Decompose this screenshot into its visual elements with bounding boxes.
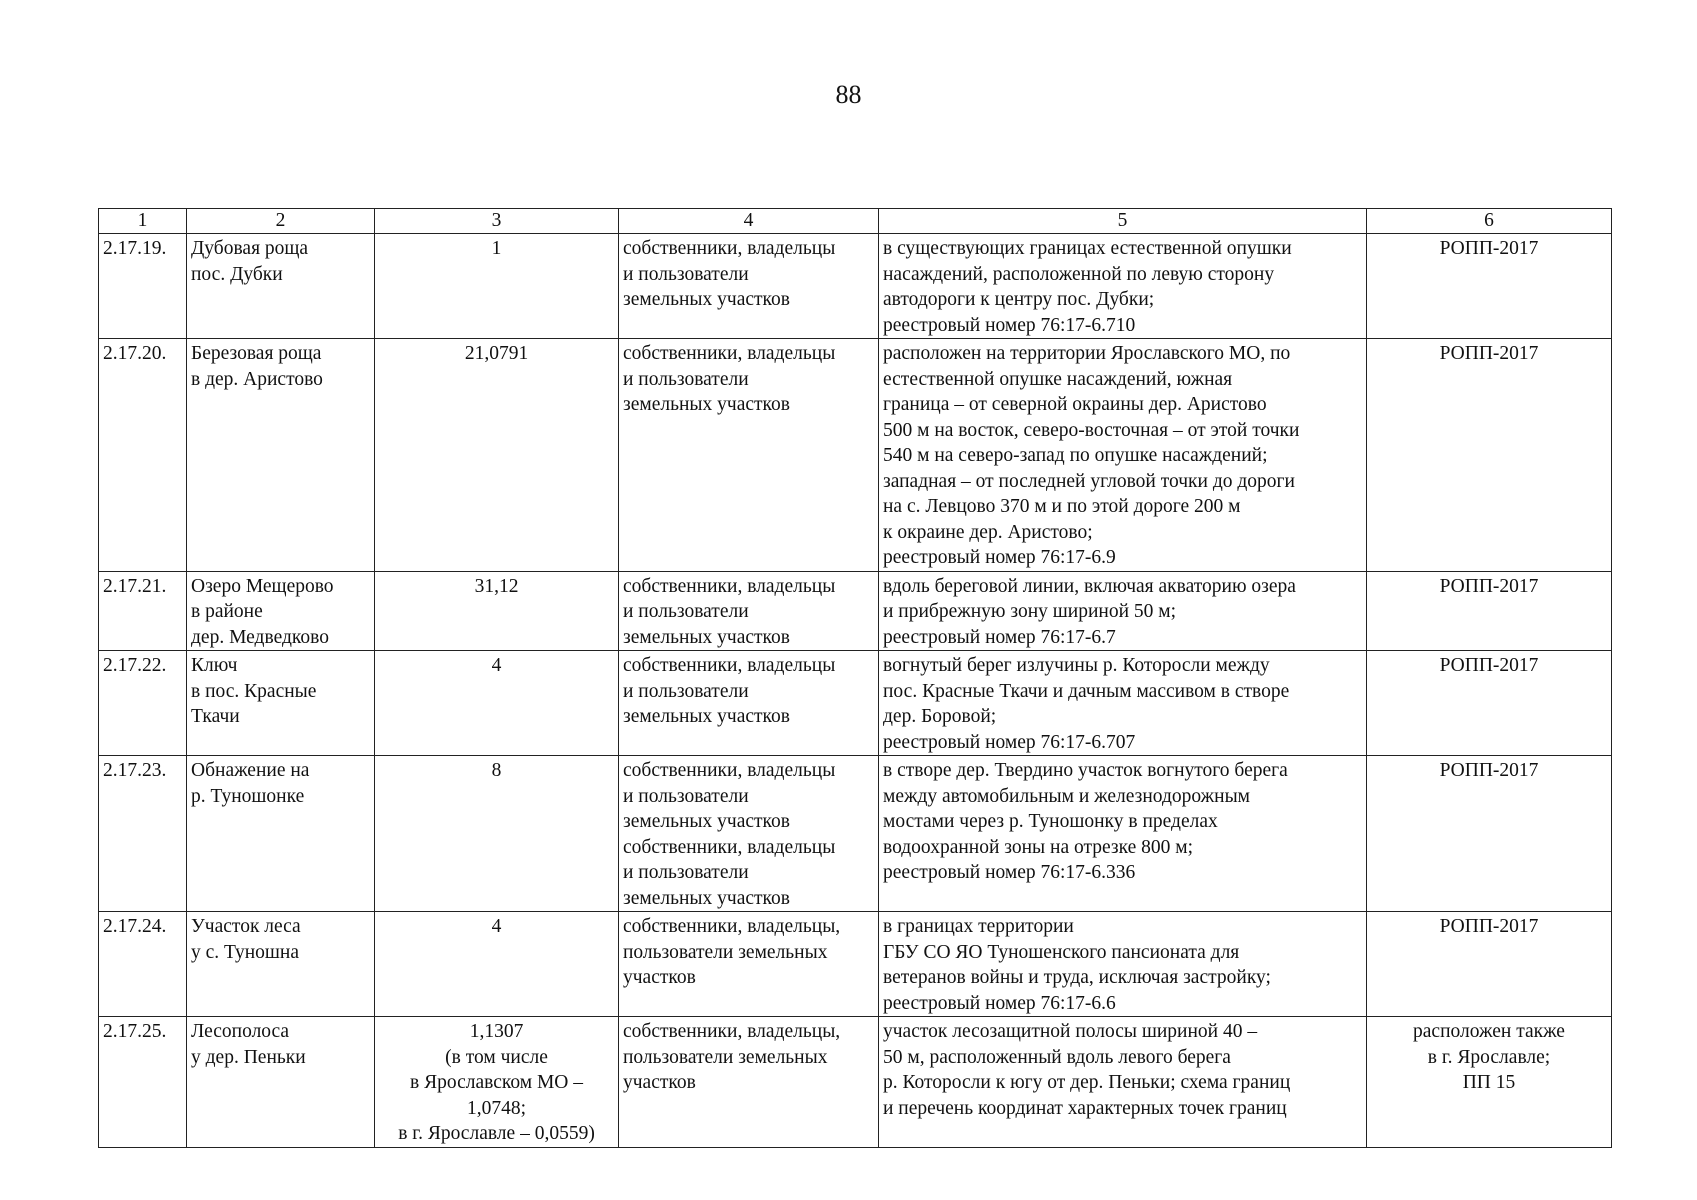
column-header-6: 6: [1367, 209, 1612, 234]
row-number: 2.17.21.: [99, 571, 187, 651]
table-row: [99, 756, 1612, 912]
object-note: РОПП-2017: [1367, 912, 1612, 1017]
object-description: в створе дер. Твердино участок вогнутого берега между автомобильным и железнодорожным мостами через р. Туношонку в пределах водоохранной зоны на отрезке 800 м; реестровый номер 76:17-6.336: [879, 756, 1367, 912]
object-description: в границах территории ГБУ СО ЯО Туношенского пансионата для ветеранов войны и труда, исключая застройку; реестровый номер 76:17-6.6: [879, 912, 1367, 1017]
column-header-4: 4: [619, 209, 879, 234]
object-area: 1,1307 (в том числе в Ярославском МО – 1,0748; в г. Ярославле – 0,0559): [375, 1017, 619, 1148]
column-header-5: 5: [879, 209, 1367, 234]
object-name: Обнажение на р. Туношонке: [187, 756, 375, 912]
object-users: собственники, владельцы и пользователи земельных участков: [619, 651, 879, 756]
table-row: [99, 912, 1612, 1017]
column-header-2: 2: [187, 209, 375, 234]
row-number: 2.17.20.: [99, 339, 187, 572]
object-area: 4: [375, 651, 619, 756]
object-note: РОПП-2017: [1367, 339, 1612, 572]
object-note: РОПП-2017: [1367, 651, 1612, 756]
object-name: Ключ в пос. Красные Ткачи: [187, 651, 375, 756]
object-name: Участок леса у с. Туношна: [187, 912, 375, 1017]
object-area: 31,12: [375, 571, 619, 651]
object-area: 21,0791: [375, 339, 619, 572]
object-description: вдоль береговой линии, включая акваторию озера и прибрежную зону шириной 50 м; реестровый номер 76:17-6.7: [879, 571, 1367, 651]
object-users: собственники, владельцы и пользователи земельных участков: [619, 234, 879, 339]
object-description: вогнутый берег излучины р. Которосли между пос. Красные Ткачи и дачным массивом в створе дер. Боровой; реестровый номер 76:17-6.707: [879, 651, 1367, 756]
row-number: 2.17.25.: [99, 1017, 187, 1148]
table-row: [99, 234, 1612, 339]
table-row: [99, 651, 1612, 756]
object-description: участок лесозащитной полосы шириной 40 – 50 м, расположенный вдоль левого берега р. Которосли к югу от дер. Пеньки; схема границ и перечень координат характерных точек границ: [879, 1017, 1367, 1148]
row-number: 2.17.23.: [99, 756, 187, 912]
object-note: РОПП-2017: [1367, 571, 1612, 651]
table-row: [99, 1017, 1612, 1148]
object-note: расположен также в г. Ярославле; ПП 15: [1367, 1017, 1612, 1148]
object-description: в существующих границах естественной опушки насаждений, расположенной по левую сторону автодороги к центру пос. Дубки; реестровый номер 76:17-6.710: [879, 234, 1367, 339]
row-number: 2.17.19.: [99, 234, 187, 339]
protected-areas-table: [98, 208, 1612, 1148]
object-users: собственники, владельцы, пользователи земельных участков: [619, 1017, 879, 1148]
object-note: РОПП-2017: [1367, 234, 1612, 339]
object-name: Озеро Мещерово в районе дер. Медведково: [187, 571, 375, 651]
object-users: собственники, владельцы и пользователи земельных участков собственники, владельцы и пользователи земельных участков: [619, 756, 879, 912]
table-header-row: [99, 209, 1612, 234]
object-name: Березовая роща в дер. Аристово: [187, 339, 375, 572]
object-area: 1: [375, 234, 619, 339]
column-header-3: 3: [375, 209, 619, 234]
column-header-1: 1: [99, 209, 187, 234]
page-number: 88: [835, 80, 862, 109]
object-area: 4: [375, 912, 619, 1017]
table-row: [99, 571, 1612, 651]
object-users: собственники, владельцы и пользователи земельных участков: [619, 339, 879, 572]
table-row: [99, 339, 1612, 572]
object-name: Лесополоса у дер. Пеньки: [187, 1017, 375, 1148]
object-note: РОПП-2017: [1367, 756, 1612, 912]
row-number: 2.17.22.: [99, 651, 187, 756]
object-description: расположен на территории Ярославского МО, по естественной опушке насаждений, южная граница – от северной окраины дер. Аристово 500 м на восток, северо-восточная – от этой точки 540 м на северо-запад по опушке насаждений; западная – от последней угловой точки до дороги на с. Левцово 370 м и по этой дороге 200 м к окраине дер. Аристово; реестровый номер 76:17-6.9: [879, 339, 1367, 572]
object-name: Дубовая роща пос. Дубки: [187, 234, 375, 339]
object-users: собственники, владельцы, пользователи земельных участков: [619, 912, 879, 1017]
object-area: 8: [375, 756, 619, 912]
row-number: 2.17.24.: [99, 912, 187, 1017]
object-users: собственники, владельцы и пользователи земельных участков: [619, 571, 879, 651]
